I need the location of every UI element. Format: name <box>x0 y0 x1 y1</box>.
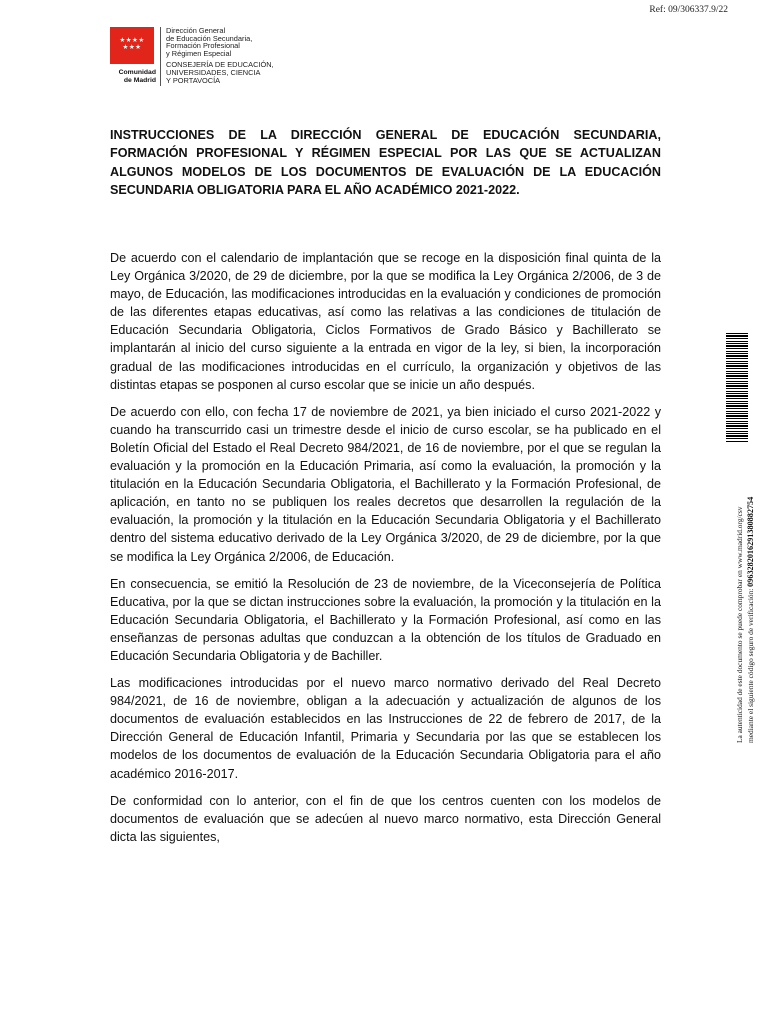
department-line: de Educación Secundaria, <box>166 33 253 43</box>
department-line: Dirección General <box>166 26 226 35</box>
body-paragraph: Las modificaciones introducidas por el nuevo marco normativo derivado del Real Decreto 984/2021, de 16 de noviembre, obligan a la adecuación y actualización de algunos de los documentos de evaluación establecidos en las Instrucciones de 22 de febrero de 2017, de la Dirección General de Educación Infantil, Primaria y Secundaria por las que se establecen los modelos de los documentos de evaluación de la Educación Secundaria Obligatoria para el año académico 2016-2017. <box>110 676 661 781</box>
flag-stars-top-row: ★★★★ <box>119 36 145 44</box>
document-body <box>110 249 661 855</box>
consejeria-line: CONSEJERÍA DE EDUCACIÓN, <box>166 60 274 70</box>
verification-text <box>734 497 756 743</box>
consejeria-line: UNIVERSIDADES, CIENCIA <box>166 67 261 77</box>
consejeria-line: Y PORTAVOCÍA <box>166 75 221 85</box>
department-block <box>166 27 274 84</box>
verification-line1: La autenticidad de este documento se puede comprobar en www.madrid.org/csv <box>735 506 744 743</box>
logo-name <box>108 69 156 85</box>
flag-stars-bottom-row: ★★★ <box>122 42 142 51</box>
logo-name-line1: Comunidad <box>118 69 156 76</box>
comunidad-madrid-flag-logo <box>110 27 154 64</box>
verification-line2-prefix: mediante el siguiente código seguro de verificación: <box>746 588 755 743</box>
body-paragraph: De acuerdo con el calendario de implantación que se recoge en la disposición final quinta de la Ley Orgánica 3/2020, de 29 de diciembre, por la que se modifica la Ley Orgánica 2/2006, de 3 de mayo, de Educación, las modificaciones introducidas en la evaluación y condiciones de promoción de las diferentes etapas educativas, así como las relativas a las condiciones de titulación de Educación Secundaria Obligatoria, Ciclos Formativos de Grado Básico y Bachillerato se implantarán al inicio del curso siguiente a la entrada en vigor de la ley, si bien, la incorporación gradual de las modificaciones introducidas en el currículo, la organización y objetivos de las distintas etapas se posponen al curso escolar que se inicie un año después. <box>110 251 661 392</box>
flag-stars <box>110 37 154 50</box>
verification-line2 <box>745 497 756 743</box>
verification-code: 0963282016291380882754 <box>746 496 755 587</box>
logo-name-line2: de Madrid <box>123 77 156 84</box>
department-line: y Régimen Especial <box>166 48 232 58</box>
body-paragraph: En consecuencia, se emitió la Resolución de 23 de noviembre, de la Viceconsejería de Política Educativa, por la que se dictan instrucciones sobre la evaluación, la promoción y la titulación en la Educación Secundaria Obligatoria, el Bachillerato y la Formación Profesional, así como en las enseñanzas de personas adultas que conduzcan a la obtención de los títulos de Graduado en Educación Secundaria Obligatoria y de Bachiller. <box>110 576 661 663</box>
document-reference: Ref: 09/306337.9/22 <box>649 5 728 15</box>
logo-divider <box>160 27 161 86</box>
verification-barcode <box>726 333 748 443</box>
body-paragraph: De acuerdo con ello, con fecha 17 de noviembre de 2021, ya bien iniciado el curso 2021-2022 y cuando ha transcurrido casi un trimestre desde el inicio de curso escolar, se ha publicado en el Boletín Oficial del Estado el Real Decreto 984/2021, de 16 de noviembre, por el que se regulan la evaluación y la promoción en la Educación Primaria, así como la evaluación, la promoción y la titulación en la Educación Secundaria Obligatoria, el Bachillerato y la Formación Profesional, de aplicación, en tanto no se publiquen los reales decretos que desarrollen la regulación de la evaluación, la promoción y la titulación en la Educación Secundaria Obligatoria y el Bachillerato dentro del sistema educativo derivado de la Ley Orgánica 3/2020, de 29 de diciembre, por la que se modifica la Ley Orgánica 2/2006, de Educación. <box>110 404 661 564</box>
document-title: INSTRUCCIONES DE LA DIRECCIÓN GENERAL DE EDUCACIÓN SECUNDARIA, FORMACIÓN PROFESIONAL Y RÉGIMEN ESPECIAL POR LAS QUE SE ACTUALIZAN ALGUNOS MODELOS DE LOS DOCUMENTOS DE EVALUACIÓN DE LA EDUCACIÓN SECUNDARIA OBLIGATORIA PARA EL AÑO ACADÉMICO 2021-2022. <box>110 128 661 198</box>
body-paragraph: De conformidad con lo anterior, con el fin de que los centros cuenten con los modelos de documentos de evaluación que se adecúen al nuevo marco normativo, esta Dirección General dicta las siguientes, <box>110 793 661 844</box>
department-line: Formación Profesional <box>166 41 240 51</box>
